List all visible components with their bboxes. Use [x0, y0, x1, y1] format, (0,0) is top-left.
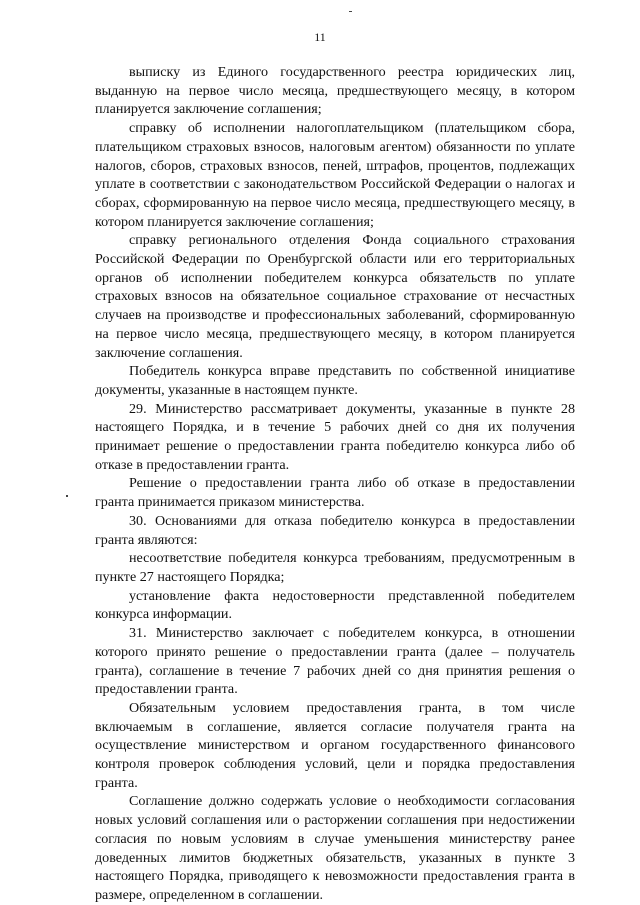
paragraph: Решение о предоставлении гранта либо об отказе в предоставлении гранта принимается приказом министерства. [95, 475, 575, 511]
paragraph: установление факта недостоверности представленной победителем конкурса информации. [95, 587, 575, 623]
paragraph: 30. Основаниями для отказа победителю конкурса в предоставлении гранта являются: [95, 512, 575, 548]
paragraph: справку регионального отделения Фонда социального страхования Российской Федерации по Оренбургской области или его территориальных органов об исполнении победителем конкурса обязательств по уплате страховых взносов на обязательное социальное страхование от несчастных случаев на производстве и профессиональных заболеваний, сформированную на первое число месяца, предшествующего месяцу, в котором планируется заключение соглашения. [95, 232, 575, 361]
paragraph: Обязательным условием предоставления гранта, в том числе включаемым в соглашение, является согласие получателя гранта на осуществление министерством и органом государственного финансового контроля проверок соблюдения условий, цели и порядка предоставления гранта. [95, 699, 575, 791]
paragraph: выписку из Единого государственного реестра юридических лиц, выданную на первое число месяца, предшествующего месяцу, в котором планируется заключение соглашения; [95, 64, 575, 118]
paragraph: 29. Министерство рассматривает документы, указанные в пункте 28 настоящего Порядка, и в течение 5 рабочих дней со дня их получения принимает решение о предоставлении гранта победителю конкурса либо об отказе в предоставлении гранта. [95, 400, 575, 473]
page-number: 11 [314, 30, 326, 44]
scan-speck [66, 495, 68, 497]
paragraph: Соглашение должно содержать условие о необходимости согласования новых условий соглашения или о расторжении соглашения при недостижении согласия по новым условиям в случае уменьшения министерству ранее доведенных лимитов бюджетных обязательств, указанных в пункте 3 настоящего Порядка, приводящего к невозможности предоставления гранта в размере, определенном в соглашении. [95, 793, 575, 903]
paragraph: Победитель конкурса вправе представить по собственной инициативе документы, указанные в настоящем пункте. [95, 363, 575, 398]
paragraph: 31. Министерство заключает с победителем конкурса, в отношении которого принято решение о предоставлении гранта (далее – получатель гранта), соглашение в течение 7 рабочих дней со дня принятия решения о предоставлении гранта. [95, 625, 575, 698]
scan-speck [349, 11, 352, 12]
paragraph: справку об исполнении налогоплательщиком (плательщиком сбора, плательщиком страховых взносов, налоговым агентом) обязанности по уплате налогов, сборов, страховых взносов, пеней, штрафов, процентов, подлежащих уплате в соответствии с законодательством Российской Федерации о налогах и сборах, сформированную на первое число месяца, предшествующего месяцу, в котором планируется заключение соглашения; [95, 120, 575, 230]
paragraph: несоответствие победителя конкурса требованиям, предусмотренным в пункте 27 настоящего Порядка; [95, 550, 575, 585]
body-text [95, 63, 575, 905]
